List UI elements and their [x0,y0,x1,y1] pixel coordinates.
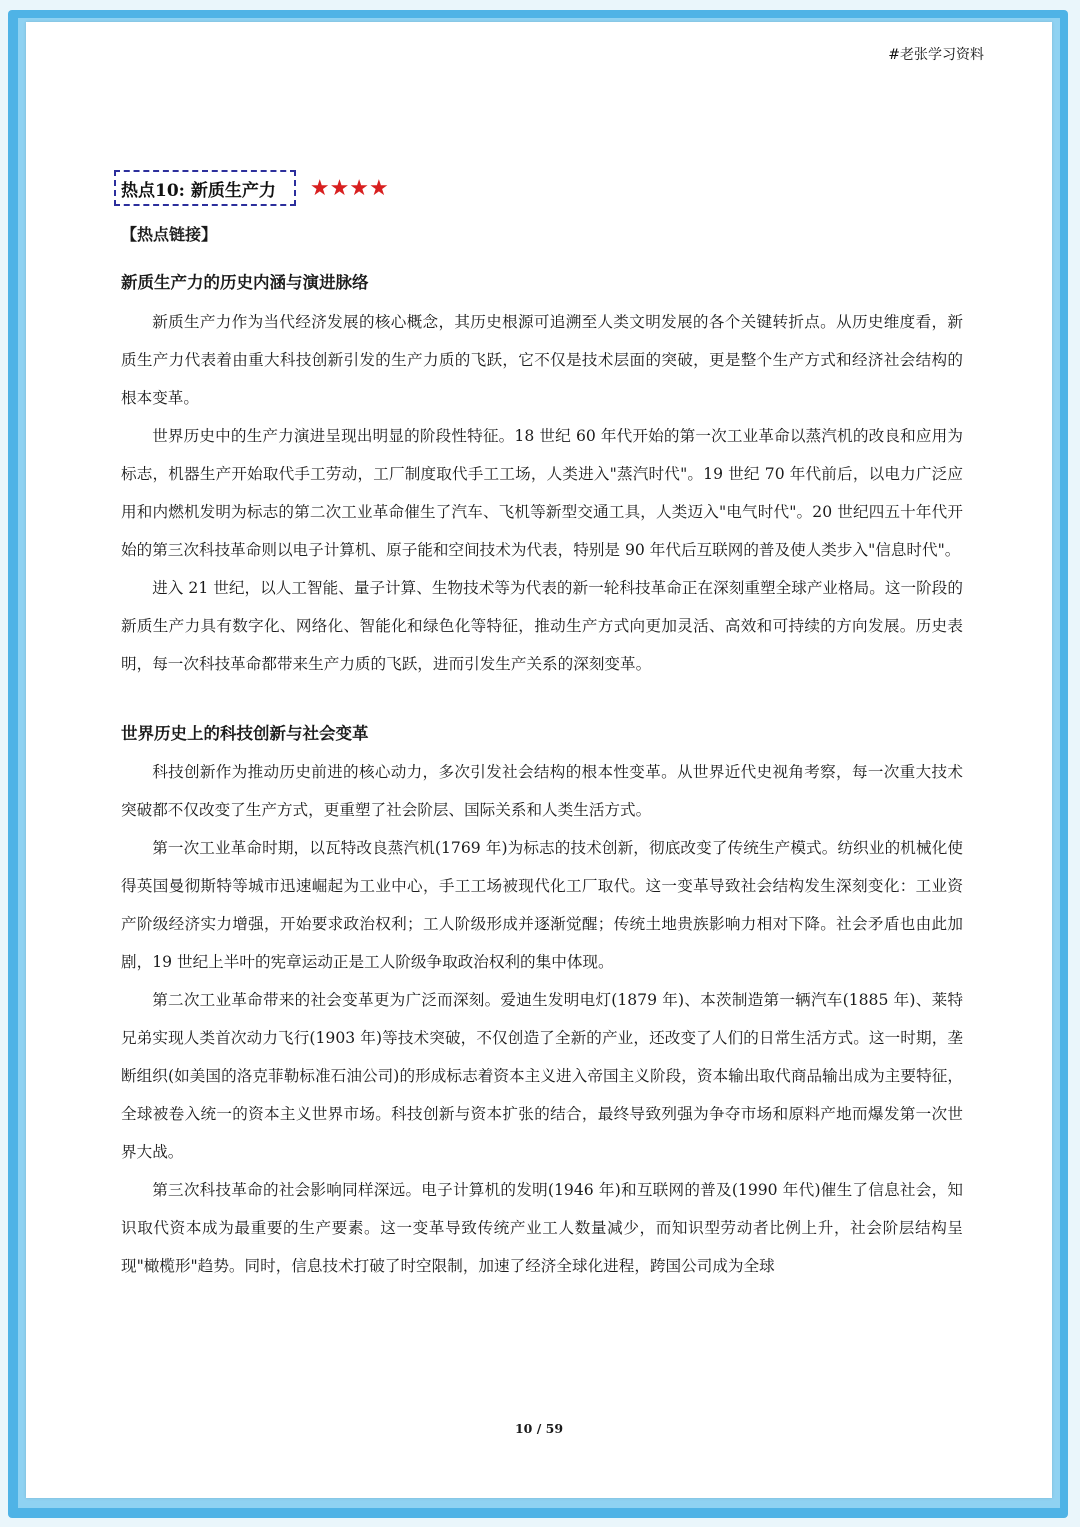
watermark-tag: #老张学习资料 [888,47,984,63]
page-number: 10 / 59 [514,1421,564,1436]
section-link-heading: 【热点链接】 [121,225,218,244]
paragraph: 世界历史中的生产力演进呈现出明显的阶段性特征。18 世纪 60 年代开始的第一次工业革命以蒸汽机的改良和应用为标志，机器生产开始取代手工劳动，工厂制度取代手工工场，人类进入"蒸汽时代"。19 世纪 70 年代前后，以电力广泛应用和内燃机发明为标志的第二次工业革命催生了汽车、飞机等新型交通工具，人类迈入"电气时代"。20 世纪四五十年代开始的第三次科技革命则以电子计算机、原子能和空间技术为代表，特别是 90 年代后互联网的普及使人类步入"信息时代"。 [121,427,963,559]
document-body [121,220,963,1285]
paragraph: 科技创新作为推动历史前进的核心动力，多次引发社会结构的根本性变革。从世界近代史视角考察，每一次重大技术突破都不仅改变了生产方式，更重塑了社会阶层、国际关系和人类生活方式。 [121,763,963,819]
paragraph: 第一次工业革命时期，以瓦特改良蒸汽机(1769 年)为标志的技术创新，彻底改变了传统生产模式。纺织业的机械化使得英国曼彻斯特等城市迅速崛起为工业中心，手工工场被现代化工厂取代。这一变革导致社会结构发生深刻变化：工业资产阶级经济实力增强，开始要求政治权利；工人阶级形成并逐渐觉醒；传统土地贵族影响力相对下降。社会矛盾也由此加剧，19 世纪上半叶的宪章运动正是工人阶级争取政治权利的集中体现。 [121,839,963,971]
document-page [26,22,1052,1498]
paragraph: 第二次工业革命带来的社会变革更为广泛而深刻。爱迪生发明电灯(1879 年)、本茨制造第一辆汽车(1885 年)、莱特兄弟实现人类首次动力飞行(1903 年)等技术突破，不仅创造了全新的产业，还改变了人们的日常生活方式。这一时期，垄断组织(如美国的洛克菲勒标准石油公司)的形成标志着资本主义进入帝国主义阶段，资本输出取代商品输出成为主要特征，全球被卷入统一的资本主义世界市场。科技创新与资本扩张的结合，最终导致列强为争夺市场和原料产地而爆发第一次世界大战。 [121,991,963,1161]
section-title: 新质生产力的历史内涵与演进脉络 [121,273,369,292]
paragraph: 进入 21 世纪，以人工智能、量子计算、生物技术等为代表的新一轮科技革命正在深刻重塑全球产业格局。这一阶段的新质生产力具有数字化、网络化、智能化和绿色化等特征，推动生产方式向更加灵活、高效和可持续的方向发展。历史表明，每一次科技革命都带来生产力质的飞跃，进而引发生产关系的深刻变革。 [121,579,963,673]
rating-stars-icon: ★★★★ [309,175,389,201]
paragraph: 第三次科技革命的社会影响同样深远。电子计算机的发明(1946 年)和互联网的普及(1990 年代)催生了信息社会，知识取代资本成为最重要的生产要素。这一变革导致传统产业工人数量减少，而知识型劳动者比例上升，社会阶层结构呈现"橄榄形"趋势。同时，信息技术打破了时空限制，加速了经济全球化进程，跨国公司成为全球 [121,1181,963,1275]
hot-topic-label: 热点10: 新质生产力 [114,170,296,206]
paragraph: 新质生产力作为当代经济发展的核心概念，其历史根源可追溯至人类文明发展的各个关键转折点。从历史维度看，新质生产力代表着由重大科技创新引发的生产力质的飞跃，它不仅是技术层面的突破，更是整个生产方式和经济社会结构的根本变革。 [121,313,963,407]
hot-topic-header [114,170,389,206]
section-title: 世界历史上的科技创新与社会变革 [121,724,369,743]
